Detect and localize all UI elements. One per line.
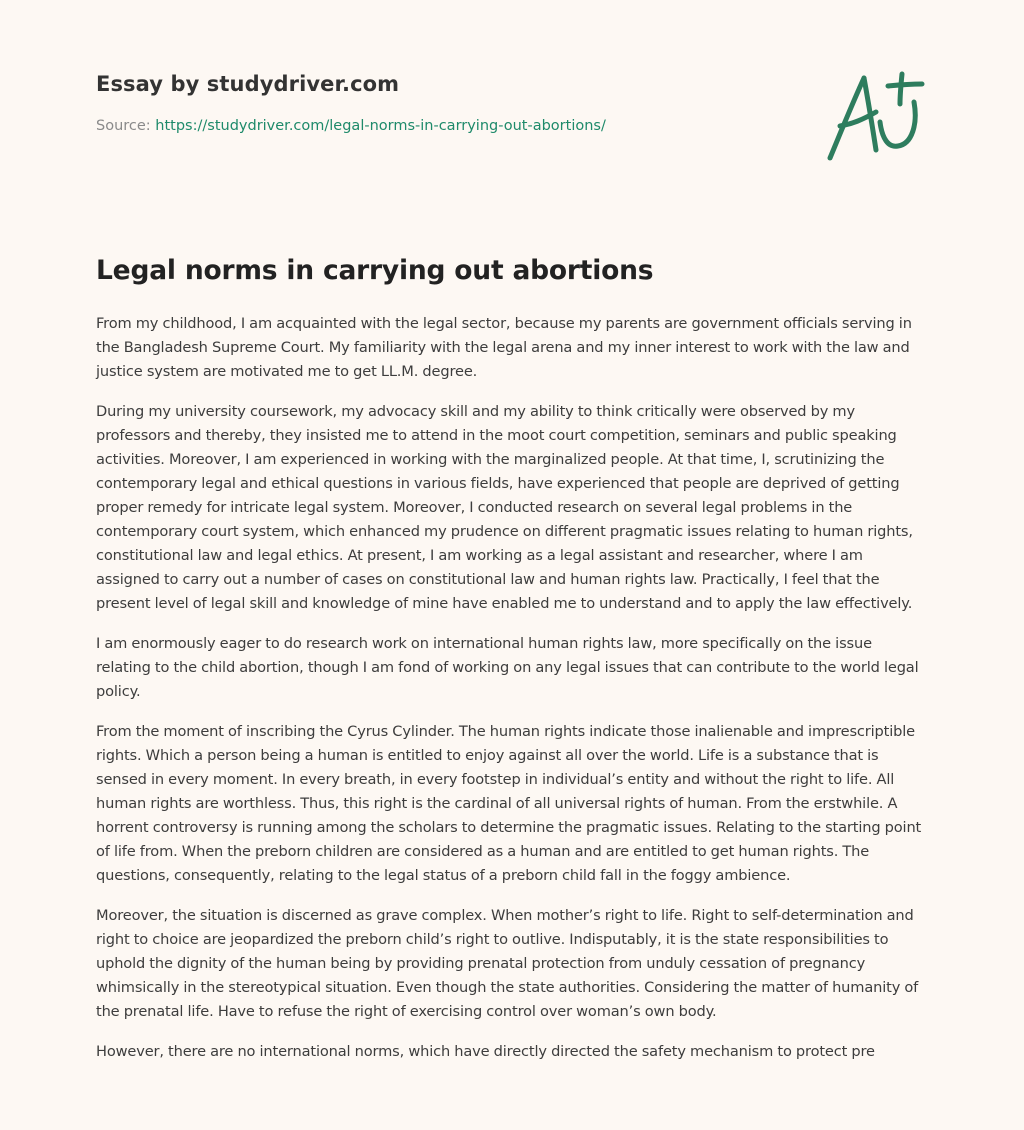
page-header [96, 72, 796, 134]
essay-paragraph: I am enormously eager to do research work on international human rights law, more specifically on the issue relating to the child abortion, though I am fond of working on any legal issues that can contribute to the world legal policy. [96, 635, 919, 700]
source-link[interactable]: https://studydriver.com/legal-norms-in-carrying-out-abortions/ [155, 118, 606, 134]
source-line [96, 118, 796, 134]
essay-paragraph: However, there are no international norms, which have directly directed the safety mechanism to protect pre [96, 1043, 875, 1060]
essay-paragraph: From my childhood, I am acquainted with the legal sector, because my parents are government officials serving in the Bangladesh Supreme Court. My familiarity with the legal arena and my inner interest to work with the law and justice system are motivated me to get LL.M. degree. [96, 315, 912, 380]
source-label: Source: [96, 118, 151, 134]
essay-article [96, 255, 928, 1080]
essay-paragraph: Moreover, the situation is discerned as grave complex. When mother’s right to life. Right to self-determination and right to choice are jeopardized the preborn child’s right to outlive. Indisputably, it is the state responsibilities to uphold the dignity of the human being by providing prenatal protection from unduly cessation of pregnancy whimsically in the stereotypical situation. Even though the state authorities. Considering the matter of humanity of the prenatal life. Have to refuse the right of exercising control over woman’s own body. [96, 907, 919, 1020]
a-plus-logo-icon [818, 64, 928, 168]
essay-title: Legal norms in carrying out abortions [96, 255, 654, 286]
site-title: Essay by studydriver.com [96, 72, 400, 96]
essay-paragraph: From the moment of inscribing the Cyrus Cylinder. The human rights indicate those inalienable and imprescriptible rights. Which a person being a human is entitled to enjoy against all over the world. Life is a substance that is sensed in every moment. In every breath, in every footstep in individual’s entity and without the right to life. All human rights are worthless. Thus, this right is the cardinal of all universal rights of human. From the erstwhile. A horrent controversy is running among the scholars to determine the pragmatic issues. Relating to the starting point of life from. When the preborn children are considered as a human and are entitled to get human rights. The questions, consequently, relating to the legal status of a preborn child fall in the foggy ambience. [96, 723, 922, 884]
essay-paragraph: During my university coursework, my advocacy skill and my ability to think critically were observed by my professors and thereby, they insisted me to attend in the moot court competition, seminars and public speaking activities. Moreover, I am experienced in working with the marginalized people. At that time, I, scrutinizing the contemporary legal and ethical questions in various fields, have experienced that people are deprived of getting proper remedy for intricate legal system. Moreover, I conducted research on several legal problems in the contemporary court system, which enhanced my prudence on different pragmatic issues relating to human rights, constitutional law and legal ethics. At present, I am working as a legal assistant and researcher, where I am assigned to carry out a number of cases on constitutional law and human rights law. Practically, I feel that the present level of legal skill and knowledge of mine have enabled me to understand and to apply the law effectively. [96, 403, 913, 612]
